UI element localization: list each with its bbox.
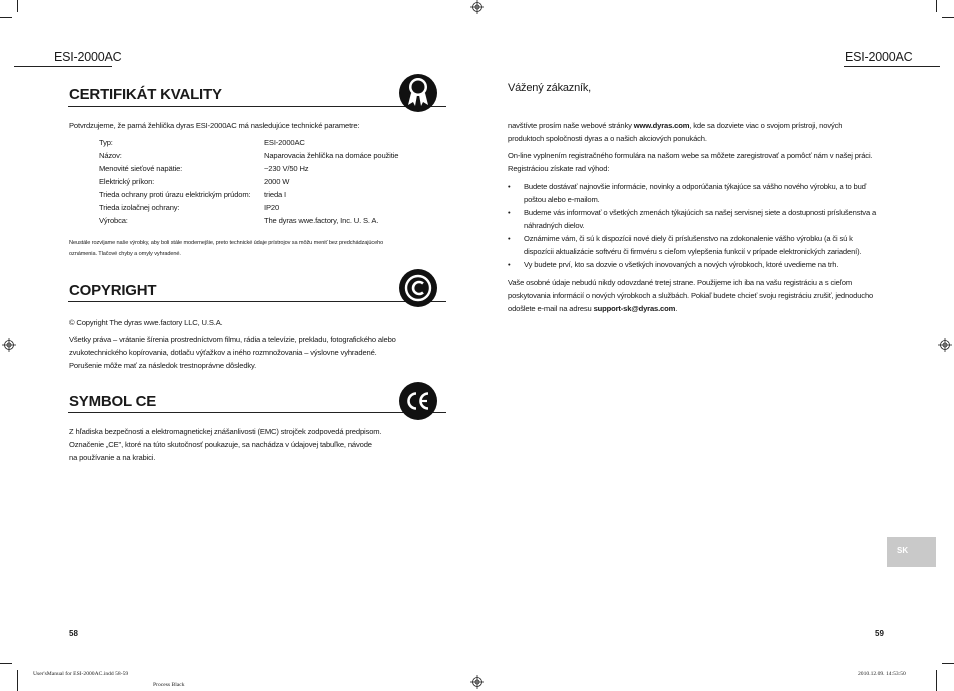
bullet-icon: • (508, 260, 511, 269)
spec-value: IP20 (264, 203, 280, 212)
privacy-text-b: . (675, 304, 678, 313)
spec-row (99, 162, 399, 175)
support-email-link[interactable]: support-sk@dyras.com (593, 304, 676, 313)
privacy-text-a: odošlete e-mail na adresu (508, 304, 594, 313)
slug-file-info: User'sManual for ESI-2000AC.indd 58-59 (33, 671, 129, 677)
crop-mark (0, 663, 12, 664)
benefit-line1: Budeme vás informovať o všetkých zmenách týkajúcich sa našej servisnej siete a dostupnosti príslušenstva a (524, 208, 877, 217)
registration-line1: On-line vyplnením registračného formulára na našom webe sa môžete zaregistrovať a pomôcť nám v našej práci. (508, 151, 873, 160)
spec-label: Menovité sieťové napätie: (99, 164, 183, 173)
language-tab (887, 537, 936, 567)
ce-line2: Označenie „CE", ktoré na túto skutočnosť poukazuje, sa nachádza v údajovej tabuľke, návode (69, 440, 372, 449)
copyright-rule (68, 301, 446, 302)
registration-mark-icon (2, 338, 16, 352)
ce-line3: na používanie a na krabici. (69, 453, 156, 462)
certificate-note-line1: Neustále rozvíjame naše výrobky, aby boli stále modernejšie, preto technické údaje prístrojov sa môžu meniť bez predchádzajúceho (69, 240, 384, 246)
benefit-line1: Oznámime vám, či sú k dispozícii nové diely či príslušenstvo na zdokonalenie vášho výrobku (a či sú k (524, 234, 853, 243)
copyright-para-line2: zvukotechnického kopírovania, dotlaču výťažkov a iného rozmnožovania – výslovne vyhradené. (69, 348, 377, 357)
crop-mark (17, 0, 18, 12)
benefit-line2: poštou alebo e-mailom. (524, 195, 600, 204)
ce-title: SYMBOL CE (69, 393, 157, 410)
spec-label: Trieda ochrany proti úrazu elektrickým prúdom: (99, 190, 251, 199)
benefit-item (508, 206, 899, 232)
intro-text-b: , kde sa dozviete viac o svojom prístroji, nových (689, 121, 843, 130)
crop-mark (936, 0, 937, 12)
spec-value: trieda I (264, 190, 287, 199)
spec-row (99, 149, 399, 162)
spec-value: The dyras wwe.factory, Inc. U. S. A. (264, 216, 379, 225)
bullet-icon: • (508, 234, 511, 243)
spec-value: ESI-2000AC (264, 138, 305, 147)
benefit-line1: Budete dostávať najnovšie informácie, novinky a odporúčania týkajúce sa vášho nového výrobku, a to buď (524, 182, 867, 191)
benefit-item (508, 180, 899, 206)
benefit-line2: náhradných dielov. (524, 221, 585, 230)
benefit-item (508, 258, 899, 271)
spec-value: Naparovacia žehlička na domáce použitie (264, 151, 399, 160)
spec-label: Výrobca: (99, 216, 128, 225)
ce-line1: Z hľadiska bezpečnosti a elektromagnetickej znášanlivosti (EMC) strojček zodpovedá predpisom. (69, 427, 382, 436)
greeting: Vážený zákazník, (508, 82, 592, 94)
certificate-title: CERTIFIKÁT KVALITY (69, 86, 222, 103)
award-rosette-icon (398, 73, 438, 113)
spec-label: Názov: (99, 151, 122, 160)
crop-mark (17, 670, 18, 691)
page-number-right: 59 (875, 629, 884, 638)
page-number-left: 58 (69, 629, 78, 638)
slug-timestamp: 2010.12.09. 14:53:50 (858, 671, 906, 677)
spec-row (99, 201, 399, 214)
crop-mark (942, 663, 954, 664)
spec-label: Typ: (99, 138, 113, 147)
registration-mark-icon (470, 675, 484, 689)
privacy-line2: poskytovania informácií o nových výrobkoch a službách. Pokiaľ budete chcieť svoju registráciu zrušiť, jednoducho (508, 291, 874, 300)
privacy-line3 (508, 302, 677, 315)
spec-row (99, 136, 399, 149)
registration-mark-icon (470, 0, 484, 14)
crop-mark (0, 17, 12, 18)
website-link[interactable]: www.dyras.com (633, 121, 690, 130)
bullet-icon: • (508, 182, 511, 191)
spec-value: ~230 V/50 Hz (264, 164, 309, 173)
benefit-line1: Vy budete prví, kto sa dozvie o všetkých inovovaných a nových výrobkoch, ktoré uvedieme na trh. (524, 260, 839, 269)
bullet-icon: • (508, 208, 511, 217)
intro-line1 (508, 119, 842, 132)
language-tab-label: SK (897, 546, 909, 555)
copyright-para-line3: Porušenie môže mať za následok trestnoprávne dôsledky. (69, 361, 257, 370)
header-rule-right (844, 66, 940, 67)
copyright-symbol-icon (398, 268, 438, 308)
crop-mark (942, 17, 954, 18)
spec-value: 2000 W (264, 177, 290, 186)
model-header-right: ESI-2000AC (845, 50, 913, 64)
registration-line2: Registráciou získate rad výhod: (508, 164, 610, 173)
copyright-line: © Copyright The dyras wwe.factory LLC, U.S.A. (69, 318, 223, 327)
intro-text-a: navštívte prosím naše webové stránky (508, 121, 634, 130)
spec-row (99, 188, 399, 201)
benefit-line2: dispozícii aktualizácie softvéru či firmvéru s cieľom vylepšenia funkcií v prípade elektronických zariadení). (524, 247, 862, 256)
slug-process: Process Black (153, 682, 185, 688)
spec-row (99, 214, 399, 227)
certificate-rule (68, 106, 446, 107)
registration-mark-icon (938, 338, 952, 352)
certificate-intro: Potvrdzujeme, že parná žehlička dyras ESI-2000AC má nasledujúce technické parametre: (69, 121, 360, 130)
model-header-left: ESI-2000AC (54, 50, 122, 64)
privacy-line1: Vaše osobné údaje nebudú nikdy odovzdané tretej strane. Použijeme ich iba na vašu registráciu a s cieľom (508, 278, 853, 287)
spec-label: Trieda izolačnej ochrany: (99, 203, 180, 212)
intro-line2: produktoch spoločnosti dyras a o našich akciových ponukách. (508, 134, 707, 143)
header-rule-left (14, 66, 112, 67)
ce-mark-icon (398, 381, 438, 421)
ce-rule (68, 412, 446, 413)
copyright-para-line1: Všetky práva – vrátanie šírenia prostredníctvom filmu, rádia a televízie, prekladu, fotografického alebo (69, 335, 396, 344)
crop-mark (936, 670, 937, 691)
benefit-item (508, 232, 899, 258)
spec-label: Elektrický príkon: (99, 177, 155, 186)
copyright-title: COPYRIGHT (69, 282, 157, 299)
certificate-note-line2: oznámenia. Tlačové chyby a omyly vyhradené. (69, 251, 181, 257)
spec-row (99, 175, 399, 188)
